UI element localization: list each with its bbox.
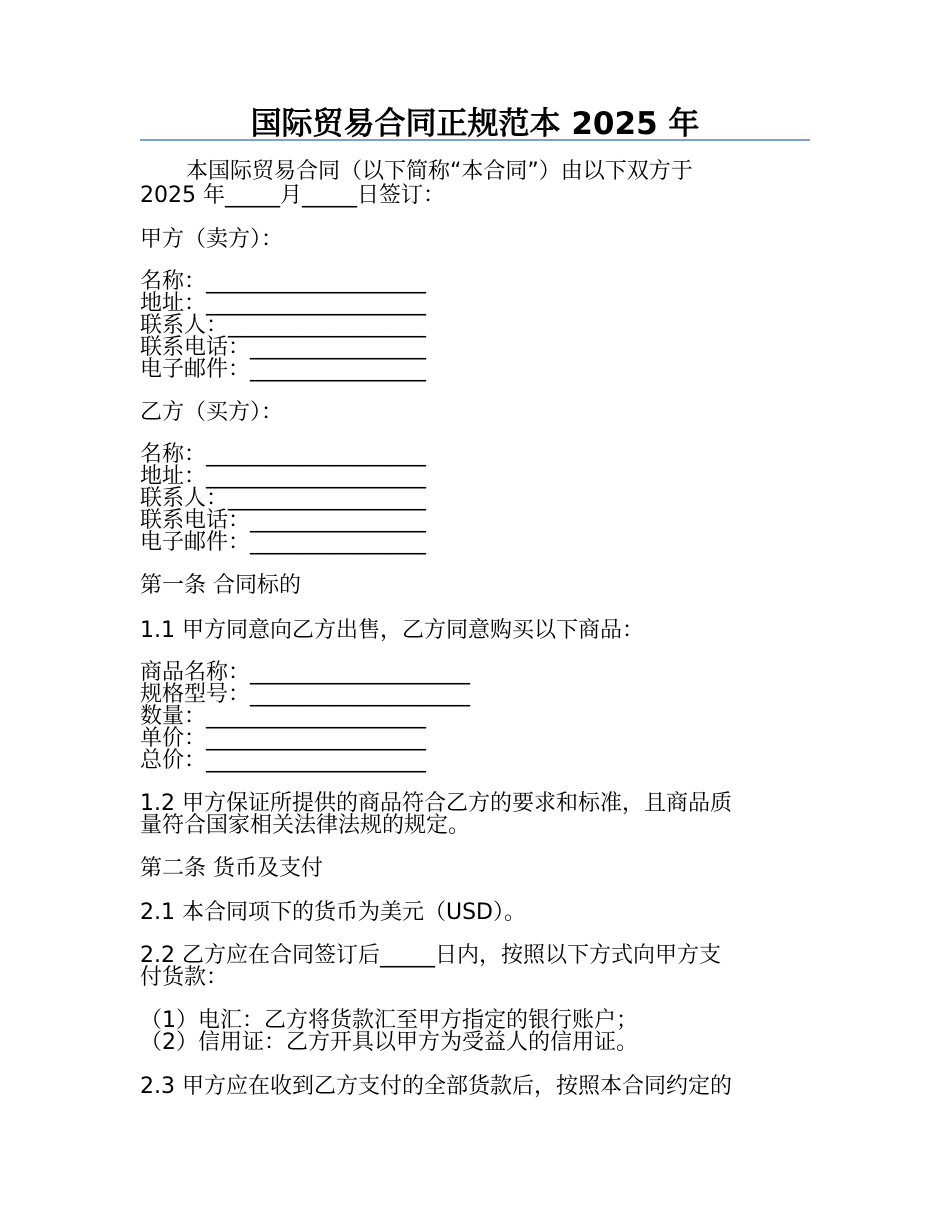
party-a-heading: 甲方（卖方）： (140, 227, 284, 252)
goods-unit-price: 单价：____________________ (140, 726, 427, 751)
party-a-phone: 联系电话：________________ (140, 335, 427, 360)
clause-1-2-line-1: 1.2 甲方保证所提供的商品符合乙方的要求和标准，且商品质 (140, 791, 732, 816)
party-b-phone: 联系电话：________________ (140, 508, 427, 533)
party-b-email: 电子邮件：________________ (140, 530, 427, 555)
article-2-heading: 第二条 货币及支付 (140, 856, 323, 881)
clause-2-1: 2.1 本合同项下的货币为美元（USD）。 (140, 900, 526, 925)
goods-total-price: 总价：____________________ (140, 748, 427, 773)
clause-1-1: 1.1 甲方同意向乙方出售，乙方同意购买以下商品： (140, 618, 644, 643)
party-a-name: 名称：____________________ (140, 269, 427, 294)
payment-option-1: （1）电汇：乙方将货款汇至甲方指定的银行账户； (140, 1008, 638, 1033)
party-b-name: 名称：____________________ (140, 442, 427, 467)
party-a-contact: 联系人：__________________ (140, 313, 427, 338)
clause-2-2-line-1: 2.2 乙方应在合同签订后_____日内，按照以下方式向甲方支 (140, 943, 721, 968)
clause-2-3-line-1: 2.3 甲方应在收到乙方支付的全部货款后，按照本合同约定的 (140, 1074, 732, 1099)
goods-name: 商品名称：____________________ (140, 660, 471, 685)
clause-1-2-line-2: 量符合国家相关法律法规的规定。 (140, 813, 471, 838)
clause-2-2-line-2: 付货款： (140, 965, 229, 990)
article-1-heading: 第一条 合同标的 (140, 573, 301, 598)
party-b-address: 地址：____________________ (140, 464, 427, 489)
goods-quantity: 数量：____________________ (140, 704, 427, 729)
party-a-address: 地址：____________________ (140, 291, 427, 316)
party-b-contact: 联系人：__________________ (140, 486, 427, 511)
party-b-heading: 乙方（买方）： (140, 400, 284, 425)
title-underline (140, 139, 810, 141)
intro-line-1: 本国际贸易合同（以下简称“本合同”）由以下双方于 (186, 159, 693, 184)
intro-line-2: 2025 年_____月_____日签订： (140, 183, 445, 208)
party-a-email: 电子邮件：________________ (140, 357, 427, 382)
payment-option-2: （2）信用证：乙方开具以甲方为受益人的信用证。 (140, 1030, 638, 1055)
goods-spec: 规格型号：____________________ (140, 682, 471, 707)
document-title: 国际贸易合同正规范本 2025 年 (250, 106, 700, 142)
